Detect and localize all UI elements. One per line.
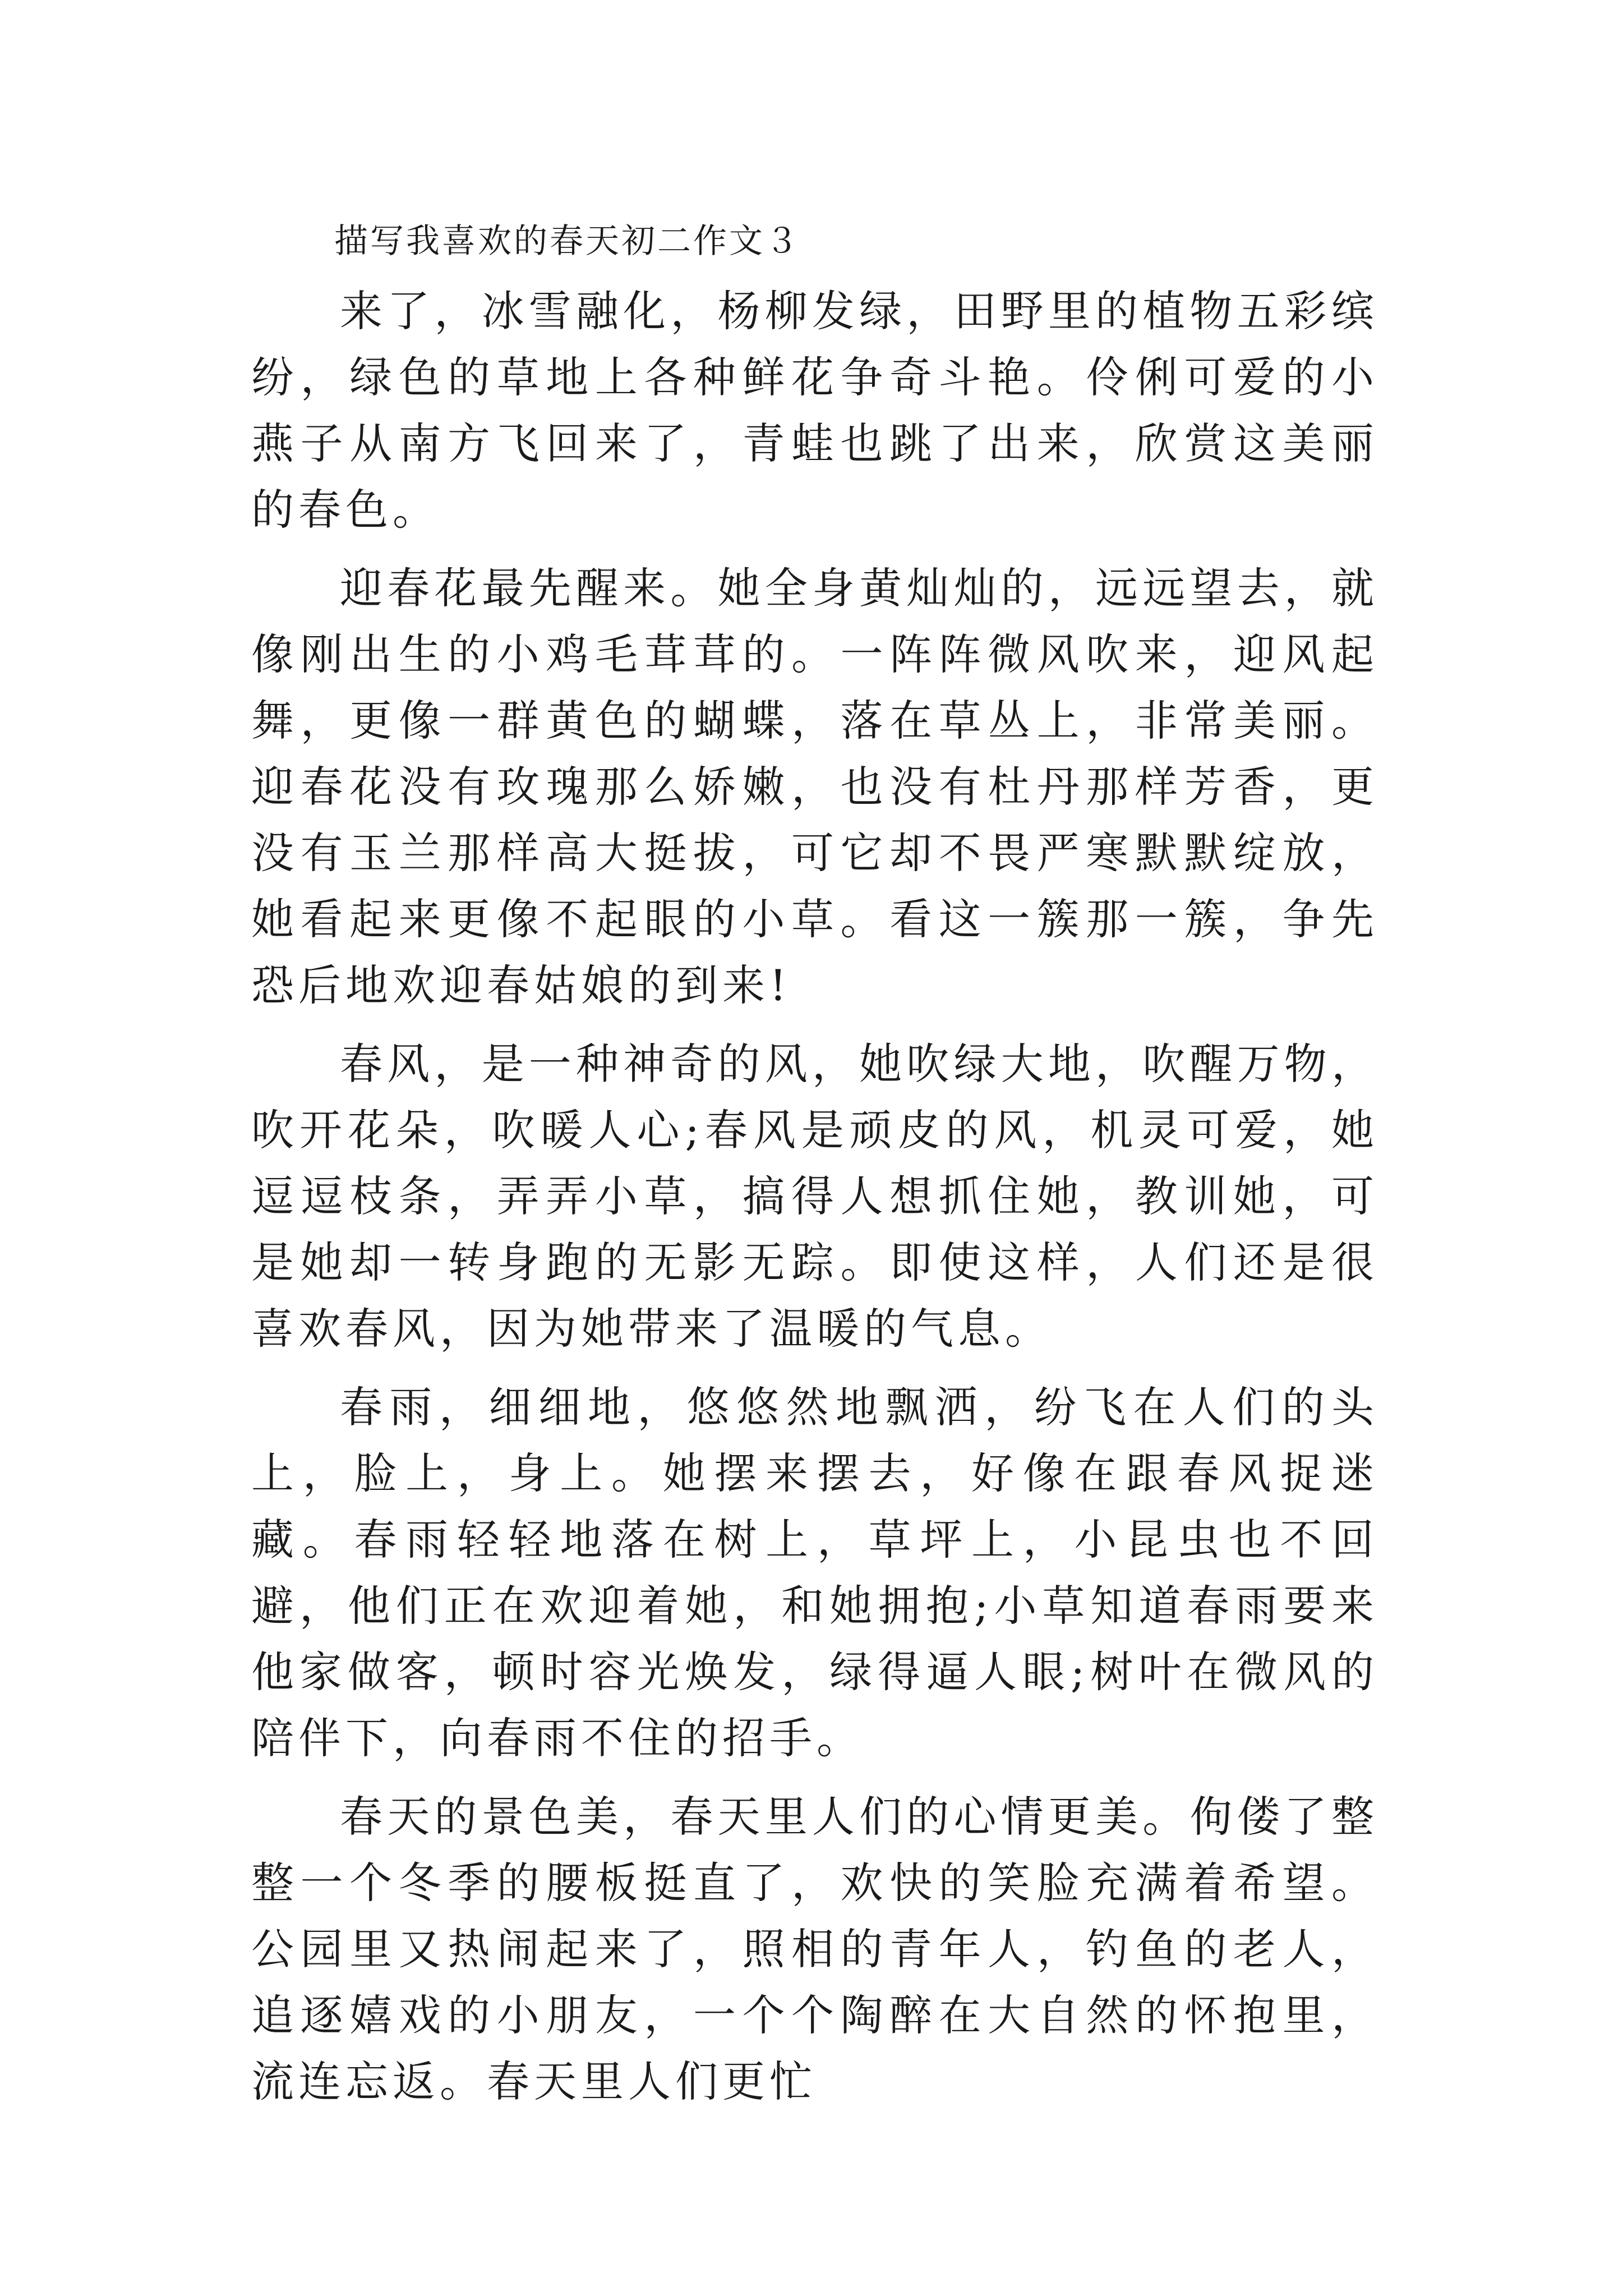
document-body — [251, 208, 1378, 2127]
paragraph-spring-rain: 春雨，细细地，悠悠然地飘洒，纷飞在人们的头上，脸上，身上。她摆来摆去，好像在跟春风捉迷藏。春雨轻轻地落在树上，草坪上，小昆虫也不回避，他们正在欢迎着她，和她拥抱;小草知道春雨要来他家做客，顿时容光焕发，绿得逼人眼;树叶在微风的陪伴下，向春雨不住的招手。 — [251, 1382, 1378, 1763]
paragraph-winter-jasmine: 迎春花最先醒来。她全身黄灿灿的，远远望去，就像刚出生的小鸡毛茸茸的。一阵阵微风吹来，迎风起舞，更像一群黄色的蝴蝶，落在草丛上，非常美丽。迎春花没有玫瑰那么娇嫩，也没有杜丹那样芳香，更没有玉兰那样高大挺拔，可它却不畏严寒默默绽放，她看起来更像不起眼的小草。看这一簇那一簇，争先恐后地欢迎春姑娘的到来! — [251, 563, 1378, 1010]
paragraph-spring-wind: 春风，是一种神奇的风，她吹绿大地，吹醒万物，吹开花朵，吹暖人心;春风是顽皮的风，机灵可爱，她逗逗枝条，弄弄小草，搞得人想抓住她，教训她，可是她却一转身跑的无影无踪。即使这样，人们还是很喜欢春风，因为她带来了温暖的气息。 — [251, 1039, 1378, 1354]
paragraph-spring-arrives: 来了，冰雪融化，杨柳发绿，田野里的植物五彩缤纷，绿色的草地上各种鲜花争奇斗艳。伶俐可爱的小燕子从南方飞回来了，青蛙也跳了出来，欣赏这美丽的春色。 — [251, 286, 1378, 535]
document-title: 描写我喜欢的春天初二作文３ — [334, 222, 801, 261]
paragraph-spring-mood: 春天的景色美，春天里人们的心情更美。佝偻了整整一个冬季的腰板挺直了，欢快的笑脸充满着希望。公园里又热闹起来了，照相的青年人，钓鱼的老人，追逐嬉戏的小朋友，一个个陶醉在大自然的怀抱里，流连忘返。春天里人们更忙 — [251, 1792, 1378, 2106]
